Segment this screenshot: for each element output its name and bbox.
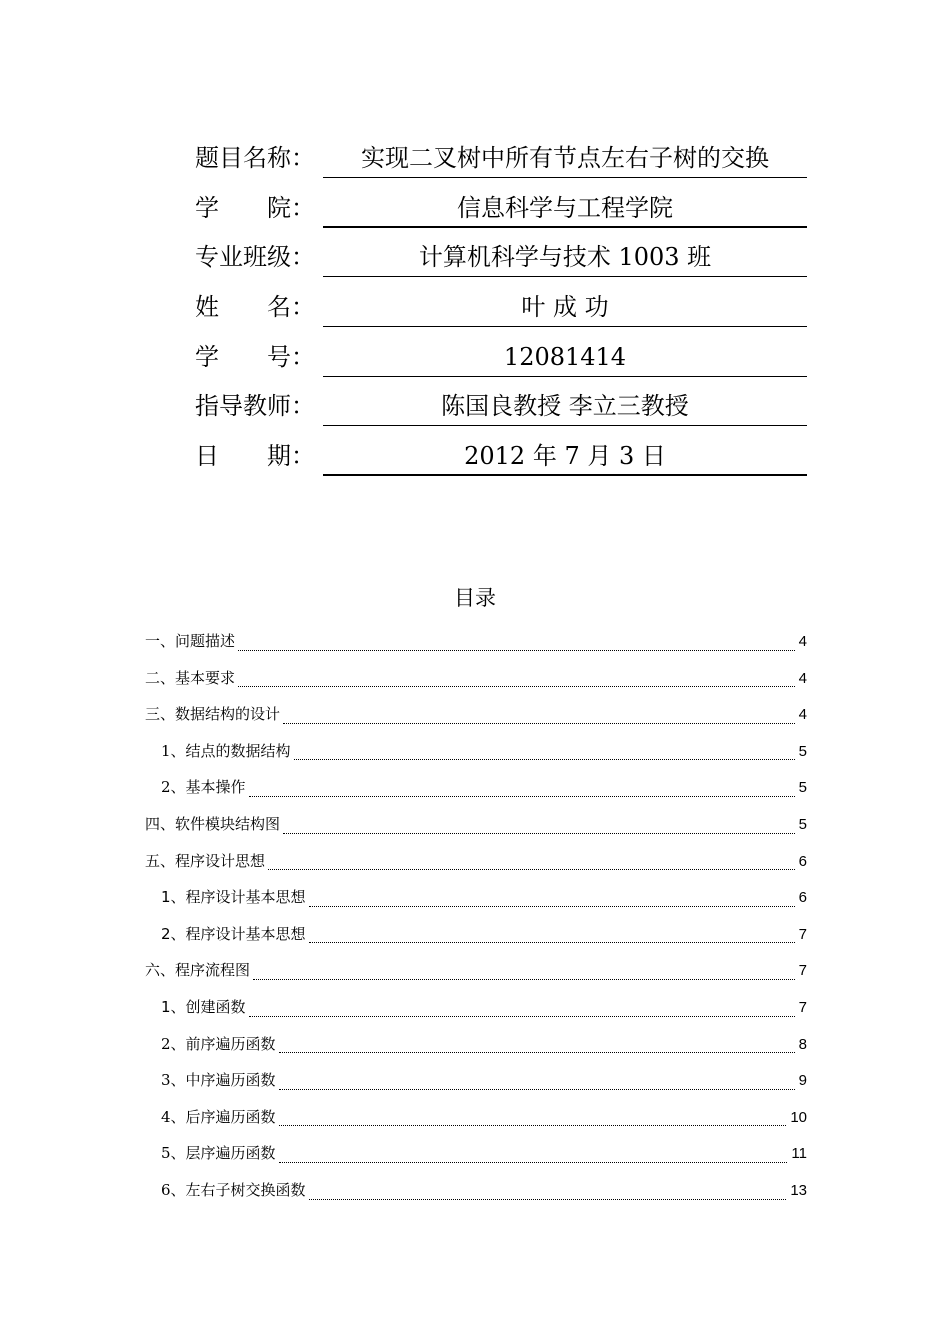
info-field-class (323, 231, 807, 277)
toc-entry[interactable] (145, 1029, 807, 1066)
toc-dot-leader (238, 650, 795, 651)
toc-entry[interactable] (145, 992, 807, 1029)
info-label-date: 日 期： (195, 442, 315, 471)
info-label-advisor: 指导教师： (195, 392, 315, 421)
toc-entry[interactable] (145, 846, 807, 883)
toc-entry-label[interactable]: 4、后序遍历函数 (161, 1107, 276, 1126)
toc-page-number: 7 (798, 998, 807, 1016)
info-row-advisor (195, 380, 810, 430)
toc-entry[interactable] (145, 626, 807, 663)
info-label-topic: 题目名称： (195, 144, 315, 172)
toc-entry-label[interactable]: 6、左右子树交换函数 (161, 1180, 306, 1199)
toc-page-number: 4 (798, 669, 807, 687)
info-label-name: 姓 名： (195, 293, 315, 322)
toc-dot-leader (309, 942, 795, 943)
underline (323, 177, 807, 178)
toc-page-number: 11 (791, 1145, 807, 1163)
toc-page-number: 9 (798, 1072, 807, 1090)
info-field-name (323, 281, 807, 327)
info-value-topic: 实现二叉树中所有节点左右子树的交换 (361, 144, 769, 172)
info-row-date (195, 430, 810, 480)
toc-entry-label[interactable]: 2、前序遍历函数 (161, 1034, 276, 1053)
toc-entry[interactable] (145, 809, 807, 846)
toc-entry[interactable] (145, 1175, 807, 1212)
cover-info-block (195, 132, 810, 480)
info-label-class: 专业班级： (195, 243, 315, 272)
underline (323, 474, 807, 476)
toc-dot-leader (279, 1089, 795, 1090)
info-value-class: 计算机科学与技术 1003 班 (418, 243, 712, 272)
table-of-contents (145, 626, 807, 1212)
toc-entry[interactable] (145, 736, 807, 773)
info-label-college: 学 院： (195, 193, 315, 222)
toc-entry-label[interactable]: 二、基本要求 (145, 668, 236, 687)
toc-entry[interactable] (145, 1102, 807, 1139)
info-row-college (195, 182, 810, 232)
toc-entry-label[interactable]: 五、程序设计思想 (145, 851, 266, 870)
toc-dot-leader (294, 759, 795, 760)
toc-page-number: 6 (798, 889, 807, 907)
toc-entry-label[interactable]: 1、程序设计基本思想 (161, 888, 306, 907)
toc-entry-label[interactable]: 1、结点的数据结构 (161, 741, 291, 760)
info-label-student-id: 学 号： (195, 342, 315, 371)
toc-dot-leader (309, 906, 795, 907)
info-row-class (195, 231, 810, 281)
toc-page-number: 8 (798, 1035, 807, 1053)
toc-entry[interactable] (145, 919, 807, 956)
toc-dot-leader (279, 1052, 795, 1053)
toc-dot-leader (249, 796, 795, 797)
info-value-name: 叶 成 功 (521, 293, 609, 322)
info-field-advisor (323, 380, 807, 426)
info-field-date (323, 430, 807, 476)
toc-entry[interactable] (145, 882, 807, 919)
toc-dot-leader (253, 979, 795, 980)
toc-dot-leader (268, 869, 795, 870)
toc-entry[interactable] (145, 1065, 807, 1102)
info-field-student-id (323, 331, 807, 377)
toc-page-number: 4 (798, 706, 807, 724)
toc-page-number: 5 (798, 779, 807, 797)
underline (323, 376, 807, 377)
underline (323, 425, 807, 426)
toc-page-number: 5 (798, 742, 807, 760)
toc-dot-leader (249, 1016, 795, 1017)
info-field-college (323, 182, 807, 228)
toc-dot-leader (279, 1162, 788, 1163)
toc-page-number: 4 (798, 633, 807, 650)
info-value-student-id: 12081414 (503, 342, 627, 371)
toc-entry[interactable] (145, 955, 807, 992)
toc-entry[interactable] (145, 663, 807, 700)
toc-entry-label[interactable]: 3、中序遍历函数 (161, 1071, 276, 1090)
info-value-advisor: 陈国良教授 李立三教授 (441, 392, 689, 421)
toc-entry-label[interactable]: 2、基本操作 (161, 778, 246, 797)
toc-dot-leader (279, 1125, 787, 1126)
info-row-topic (195, 132, 810, 182)
info-row-name (195, 281, 810, 331)
toc-entry-label[interactable]: 三、数据结构的设计 (145, 705, 281, 724)
toc-entry-label[interactable]: 1、创建函数 (161, 997, 246, 1016)
toc-entry-label[interactable]: 四、软件模块结构图 (145, 814, 281, 833)
toc-page-number: 7 (798, 962, 807, 980)
toc-dot-leader (309, 1199, 787, 1200)
info-field-topic (323, 132, 807, 178)
toc-entry-label[interactable]: 5、层序遍历函数 (161, 1144, 276, 1163)
underline (323, 276, 807, 277)
toc-dot-leader (283, 723, 795, 724)
toc-entry-label[interactable]: 一、问题描述 (145, 632, 236, 650)
toc-dot-leader (283, 833, 795, 834)
toc-entry[interactable] (145, 699, 807, 736)
toc-entry-label[interactable]: 2、程序设计基本思想 (161, 924, 306, 943)
toc-entry[interactable] (145, 772, 807, 809)
info-value-college: 信息科学与工程学院 (457, 193, 673, 222)
underline (323, 326, 807, 327)
toc-page-number: 5 (798, 815, 807, 833)
info-value-date: 2012 年 7 月 3 日 (464, 442, 666, 471)
toc-entry[interactable] (145, 1138, 807, 1175)
toc-entry-label[interactable]: 六、程序流程图 (145, 961, 251, 980)
toc-title: 目录 (454, 586, 496, 610)
toc-dot-leader (238, 686, 795, 687)
info-row-student-id (195, 331, 810, 381)
toc-page-number: 6 (798, 852, 807, 870)
toc-page-number: 10 (790, 1108, 807, 1126)
toc-page-number: 13 (790, 1181, 807, 1199)
toc-page-number: 7 (798, 925, 807, 943)
underline (323, 226, 807, 228)
